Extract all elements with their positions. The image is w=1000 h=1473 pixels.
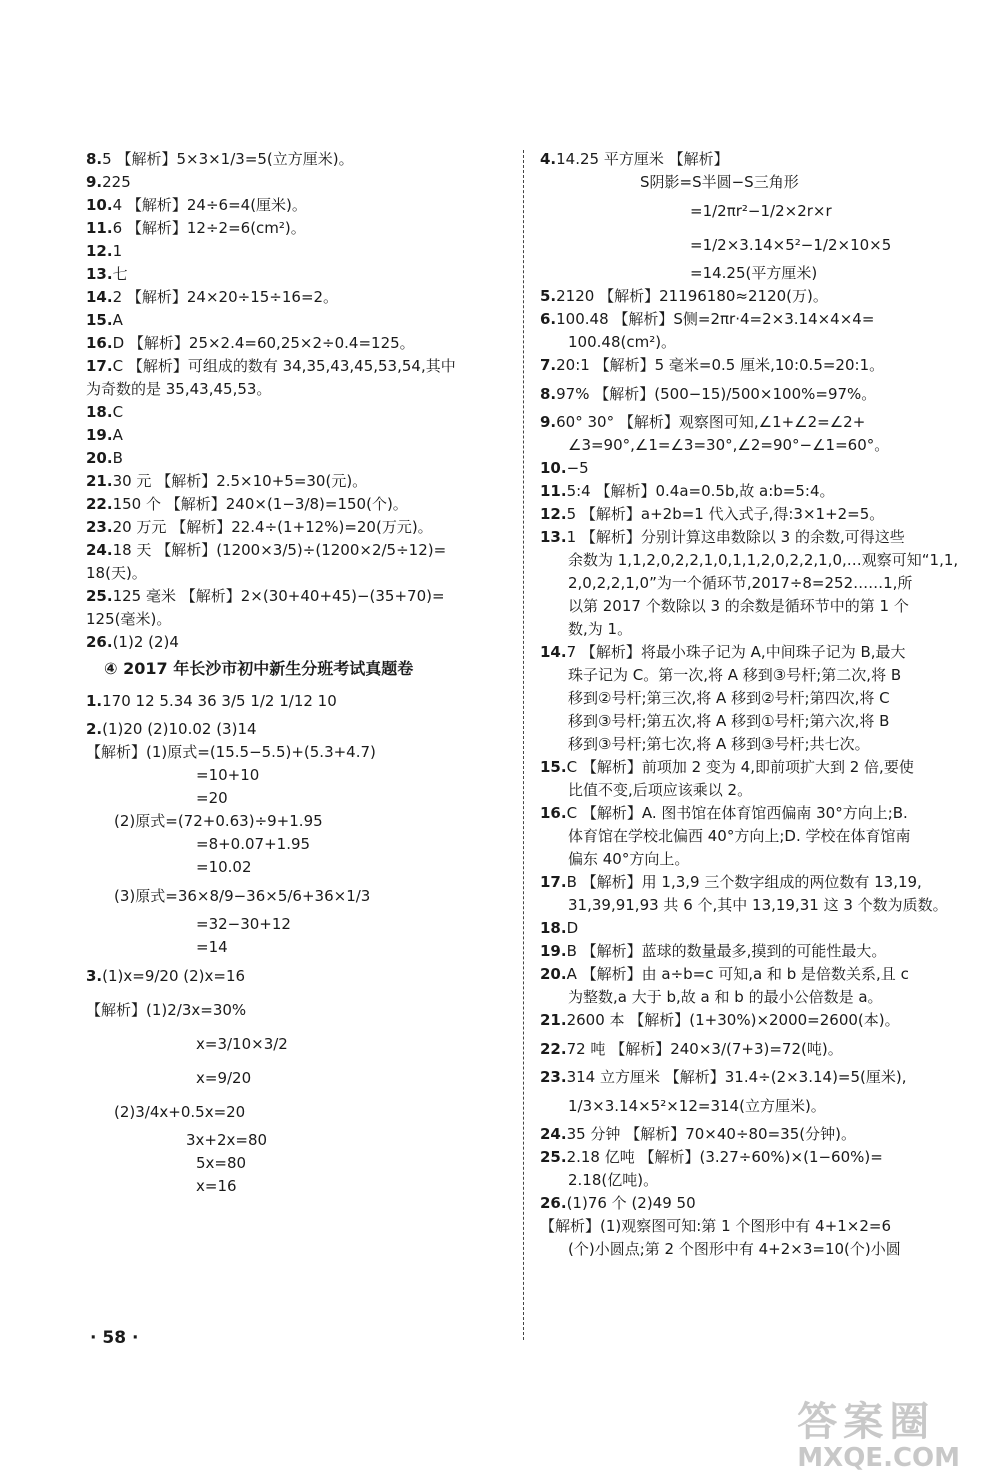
question-number: 23. — [540, 1068, 567, 1086]
question-number: 12. — [540, 505, 567, 523]
answer-text: A — [112, 311, 123, 329]
question-number: 16. — [86, 334, 113, 352]
answer-line — [86, 516, 506, 539]
question-number: 16. — [540, 804, 567, 822]
answer-text: 珠子记为 C。第一次,将 A 移到③号杆;第二次,将 B — [568, 666, 902, 684]
answer-text: 2.18 亿吨 【解析】(3.27÷60%)×(1−60%)= — [566, 1148, 883, 1166]
question-number: 4. — [540, 150, 557, 168]
answer-text: (1)2 (2)4 — [112, 633, 179, 651]
answer-line — [540, 377, 980, 411]
answer-text: 6 【解析】12÷2=6(cm²)。 — [112, 219, 306, 237]
answer-line — [540, 411, 980, 434]
answer-line — [86, 1061, 506, 1095]
answer-line — [86, 913, 506, 936]
answer-line — [86, 741, 506, 764]
answer-text: (2)3/4x+0.5x=20 — [114, 1103, 246, 1121]
answer-line — [86, 562, 506, 585]
answer-line — [540, 572, 980, 595]
answer-line — [540, 756, 980, 779]
question-number: 8. — [86, 150, 103, 168]
answer-line — [540, 1032, 980, 1066]
answer-line — [86, 470, 506, 493]
question-number: 20. — [86, 449, 113, 467]
answer-text: (个)小圆点;第 2 个图形中有 4+2×3=10(个)小圆 — [568, 1240, 901, 1258]
answer-line — [540, 733, 980, 756]
answer-text: A 【解析】由 a÷b=c 可知,a 和 b 是倍数关系,且 c — [566, 965, 909, 983]
answer-text: 1 【解析】分别计算这串数除以 3 的余数,可得这些 — [566, 528, 905, 546]
answer-line — [86, 424, 506, 447]
answer-text: S阴影=S半圆−S三角形 — [640, 173, 799, 191]
answer-text: 150 个 【解析】240×(1−3/8)=150(个)。 — [112, 495, 408, 513]
question-number: 14. — [86, 288, 113, 306]
answer-text: 14.25 平方厘米 【解析】 — [556, 150, 729, 168]
answer-text: 比值不变,后项应该乘以 2。 — [568, 781, 753, 799]
question-number: 7. — [540, 356, 557, 374]
answer-text: =20 — [196, 789, 228, 807]
answer-line — [540, 1192, 980, 1215]
answer-line — [540, 1123, 980, 1146]
answer-line — [540, 871, 980, 894]
answer-text: 72 吨 【解析】240×3/(7+3)=72(吨)。 — [566, 1040, 843, 1058]
question-number: 25. — [86, 587, 113, 605]
answer-text: B 【解析】用 1,3,9 三个数字组成的两位数有 13,19, — [566, 873, 922, 891]
answer-line — [540, 825, 980, 848]
answer-text: 偏东 40°方向上。 — [568, 850, 690, 868]
answer-text: 为整数,a 大于 b,故 a 和 b 的最小公倍数是 a。 — [568, 988, 883, 1006]
answer-line — [540, 802, 980, 825]
answer-text: 5:4 【解析】0.4a=0.5b,故 a:b=5:4。 — [566, 482, 835, 500]
question-number: 8. — [540, 385, 557, 403]
answer-text: 18(天)。 — [86, 564, 147, 582]
answer-text: 3x+2x=80 — [186, 1131, 268, 1149]
answer-line — [540, 848, 980, 871]
section-title: ④ 2017 年长沙市初中新生分班考试真题卷 — [104, 659, 414, 678]
answer-line — [86, 631, 506, 654]
answer-line — [540, 308, 980, 331]
answer-text: 31,39,91,93 共 6 个,其中 13,19,31 这 3 个数为质数。 — [568, 896, 948, 914]
answer-text: =14 — [196, 938, 228, 956]
question-number: 10. — [540, 459, 567, 477]
answer-text: B 【解析】蓝球的数量最多,摸到的可能性最大。 — [566, 942, 887, 960]
answer-text: 数,为 1。 — [568, 620, 633, 638]
answer-text: C 【解析】可组成的数有 34,35,43,45,53,54,其中 — [112, 357, 456, 375]
answer-text: 【解析】(1)观察图可知:第 1 个图形中有 4+1×2=6 — [540, 1217, 892, 1235]
answer-line — [540, 171, 980, 194]
watermark-logo — [797, 1390, 960, 1473]
answer-line — [540, 457, 980, 480]
answer-text: =10+10 — [196, 766, 260, 784]
answer-text: (2)原式=(72+0.63)÷9+1.95 — [114, 812, 323, 830]
answer-text: (1)20 (2)10.02 (3)14 — [102, 720, 257, 738]
question-number: 13. — [540, 528, 567, 546]
answer-text: 170 12 5.34 36 3/5 1/2 1/12 10 — [102, 692, 337, 710]
answer-text: =8+0.07+1.95 — [196, 835, 311, 853]
answer-text: 20 万元 【解析】22.4÷(1+12%)=20(万元)。 — [112, 518, 433, 536]
answer-line — [540, 194, 980, 228]
answer-text: 移到③号杆;第五次,将 A 移到①号杆;第六次,将 B — [568, 712, 890, 730]
answer-text: C 【解析】前项加 2 变为 4,即前项扩大到 2 倍,要使 — [566, 758, 914, 776]
answer-text: 314 立方厘米 【解析】31.4÷(2×3.14)=5(厘米), — [566, 1068, 907, 1086]
question-number: 19. — [540, 942, 567, 960]
question-number: 13. — [86, 265, 113, 283]
answer-line — [86, 1152, 506, 1175]
answer-line — [540, 618, 980, 641]
answer-line — [86, 378, 506, 401]
answer-text: B — [112, 449, 123, 467]
answer-text: 2 【解析】24×20÷15÷16=2。 — [112, 288, 339, 306]
answer-line — [540, 963, 980, 986]
answer-line — [540, 894, 980, 917]
question-number: 19. — [86, 426, 113, 444]
answer-text: 5x=80 — [196, 1154, 247, 1172]
answer-line — [86, 1129, 506, 1152]
answer-text: 60° 30° 【解析】观察图可知,∠1+∠2=∠2+ — [556, 413, 866, 431]
answer-line — [540, 1066, 980, 1089]
question-number: 2. — [86, 720, 103, 738]
answer-line — [86, 936, 506, 959]
question-number: 24. — [86, 541, 113, 559]
answer-line — [86, 332, 506, 355]
answer-line — [86, 879, 506, 913]
answer-text: 5 【解析】a+2b=1 代入式子,得:3×1+2=5。 — [566, 505, 885, 523]
question-number: 26. — [540, 1194, 567, 1212]
answer-text: 【解析】(1)2/3x=30% — [86, 1001, 247, 1019]
answer-text: x=16 — [196, 1177, 237, 1195]
answer-text: 移到③号杆;第七次,将 A 移到③号杆;共七次。 — [568, 735, 870, 753]
answer-line — [86, 764, 506, 787]
question-number: 3. — [86, 967, 103, 985]
answer-line — [86, 1095, 506, 1129]
question-number: 21. — [86, 472, 113, 490]
answer-text: 七 — [112, 265, 128, 283]
answer-text: x=3/10×3/2 — [196, 1035, 288, 1053]
answer-line — [86, 355, 506, 378]
question-number: 15. — [86, 311, 113, 329]
answer-line — [86, 447, 506, 470]
answer-line — [540, 228, 980, 262]
answer-text: C 【解析】A. 图书馆在体育馆西偏南 30°方向上;B. — [566, 804, 908, 822]
answer-text: 体育馆在学校北偏西 40°方向上;D. 学校在体育馆南 — [568, 827, 911, 845]
answer-line — [540, 526, 980, 549]
answer-text: 20:1 【解析】5 毫米=0.5 厘米,10:0.5=20:1。 — [556, 356, 885, 374]
question-number: 22. — [86, 495, 113, 513]
question-number: 20. — [540, 965, 567, 983]
question-number: 1. — [86, 692, 103, 710]
answer-text: 【解析】(1)原式=(15.5−5.5)+(5.3+4.7) — [86, 743, 376, 761]
answer-line — [86, 493, 506, 516]
answer-line — [86, 217, 506, 240]
answer-text: 100.48(cm²)。 — [568, 333, 677, 351]
answer-line — [86, 171, 506, 194]
answer-line — [540, 917, 980, 940]
answer-line — [86, 286, 506, 309]
answer-line — [540, 1215, 980, 1238]
answer-text: 5 【解析】5×3×1/3=5(立方厘米)。 — [102, 150, 354, 168]
answer-text: 4 【解析】24÷6=4(厘米)。 — [112, 196, 307, 214]
answer-line — [86, 684, 506, 718]
answer-text: ∠3=90°,∠1=∠3=30°,∠2=90°−∠1=60°。 — [568, 436, 890, 454]
answer-line — [86, 959, 506, 993]
question-number: 12. — [86, 242, 113, 260]
answer-line — [540, 1238, 980, 1261]
column-divider — [523, 150, 524, 1340]
answer-text: D — [566, 919, 579, 937]
answer-text: (1)76 个 (2)49 50 — [566, 1194, 696, 1212]
question-number: 17. — [86, 357, 113, 375]
answer-text: 移到②号杆;第三次,将 A 移到②号杆;第四次,将 C — [568, 689, 890, 707]
answer-line — [540, 503, 980, 526]
answer-line — [86, 539, 506, 562]
answer-line — [540, 285, 980, 308]
answer-line — [86, 194, 506, 217]
answer-line — [540, 434, 980, 457]
answer-line — [86, 263, 506, 286]
question-number: 5. — [540, 287, 557, 305]
answer-text: A — [112, 426, 123, 444]
answer-line — [540, 549, 980, 572]
answer-text: 7 【解析】将最小珠子记为 A,中间珠子记为 B,最大 — [566, 643, 906, 661]
answer-text: D 【解析】25×2.4=60,25×2÷0.4=125。 — [112, 334, 415, 352]
answer-line — [540, 354, 980, 377]
answer-line — [86, 856, 506, 879]
answer-text: 225 — [102, 173, 131, 191]
answer-line — [86, 1175, 506, 1198]
answer-line — [540, 664, 980, 687]
answer-line — [540, 148, 980, 171]
answer-text: 2,0,2,2,1,0”为一个循环节,2017÷8=252……1,所 — [568, 574, 913, 592]
answer-line — [86, 309, 506, 332]
question-number: 26. — [86, 633, 113, 651]
question-number: 10. — [86, 196, 113, 214]
answer-text: C — [112, 403, 124, 421]
answer-text: =1/2πr²−1/2×2r×r — [690, 202, 832, 220]
answer-line — [540, 1089, 980, 1123]
answer-line — [86, 608, 506, 631]
answer-line — [540, 687, 980, 710]
answer-text: (3)原式=36×8/9−36×5/6+36×1/3 — [114, 887, 371, 905]
left-column — [86, 148, 506, 1198]
answer-text: =14.25(平方厘米) — [690, 264, 818, 282]
answer-text: 为奇数的是 35,43,45,53。 — [86, 380, 272, 398]
answer-line — [540, 779, 980, 802]
question-number: 17. — [540, 873, 567, 891]
answer-line — [540, 1169, 980, 1192]
answer-text: 1/3×3.14×5²×12=314(立方厘米)。 — [568, 1097, 826, 1115]
answer-text: 2600 本 【解析】(1+30%)×2000=2600(本)。 — [566, 1011, 900, 1029]
question-number: 11. — [540, 482, 567, 500]
answer-text: 余数为 1,1,2,0,2,2,1,0,1,1,2,0,2,2,1,0,…观察可知“1,1, — [568, 551, 959, 569]
answer-text: 35 分钟 【解析】70×40÷80=35(分钟)。 — [566, 1125, 856, 1143]
question-number: 23. — [86, 518, 113, 536]
answer-line — [540, 480, 980, 503]
answer-line — [540, 986, 980, 1009]
question-number: 24. — [540, 1125, 567, 1143]
answer-text: 30 元 【解析】2.5×10+5=30(元)。 — [112, 472, 368, 490]
answer-line — [86, 787, 506, 810]
answer-line — [86, 401, 506, 424]
answer-text: =32−30+12 — [196, 915, 291, 933]
answer-line — [540, 940, 980, 963]
question-number: 21. — [540, 1011, 567, 1029]
answer-text: 125(毫米)。 — [86, 610, 172, 628]
answer-line — [540, 331, 980, 354]
answer-text: 以第 2017 个数除以 3 的余数是循环节中的第 1 个 — [568, 597, 909, 615]
answer-line — [86, 833, 506, 856]
answer-line — [540, 595, 980, 618]
question-number: 11. — [86, 219, 113, 237]
question-number: 18. — [86, 403, 113, 421]
question-number: 18. — [540, 919, 567, 937]
question-number: 22. — [540, 1040, 567, 1058]
question-number: 14. — [540, 643, 567, 661]
answer-line — [540, 1009, 980, 1032]
answer-line — [86, 810, 506, 833]
answer-text: 97% 【解析】(500−15)/500×100%=97%。 — [556, 385, 877, 403]
answer-line — [86, 585, 506, 608]
answer-line — [540, 262, 980, 285]
answer-line — [86, 1027, 506, 1061]
answer-text: 125 毫米 【解析】2×(30+40+45)−(35+70)= — [112, 587, 445, 605]
question-number: 6. — [540, 310, 557, 328]
answer-text: (1)x=9/20 (2)x=16 — [102, 967, 246, 985]
watermark-url: MXQE.COM — [797, 1443, 960, 1473]
answer-text: 2120 【解析】21196180≈2120(万)。 — [556, 287, 828, 305]
answer-line — [86, 240, 506, 263]
answer-text: 2.18(亿吨)。 — [568, 1171, 659, 1189]
page-number: · 58 · — [90, 1328, 139, 1348]
answer-line — [86, 148, 506, 171]
answer-text: 18 天 【解析】(1200×3/5)÷(1200×2/5÷12)= — [112, 541, 447, 559]
answer-text: 100.48 【解析】S侧=2πr·4=2×3.14×4×4= — [556, 310, 875, 328]
answer-line — [540, 1146, 980, 1169]
question-number: 9. — [86, 173, 103, 191]
answer-text: 1 — [112, 242, 123, 260]
question-number: 15. — [540, 758, 567, 776]
answer-line — [86, 993, 506, 1027]
answer-text: −5 — [566, 459, 589, 477]
answer-text: x=9/20 — [196, 1069, 252, 1087]
answer-line — [540, 641, 980, 664]
question-number: 25. — [540, 1148, 567, 1166]
watermark-logo-text: 答案圈 — [797, 1399, 936, 1445]
answer-text: =10.02 — [196, 858, 252, 876]
right-column — [540, 148, 980, 1261]
answer-text: =1/2×3.14×5²−1/2×10×5 — [690, 236, 892, 254]
question-number: 9. — [540, 413, 557, 431]
answer-line — [86, 718, 506, 741]
answer-line — [540, 710, 980, 733]
